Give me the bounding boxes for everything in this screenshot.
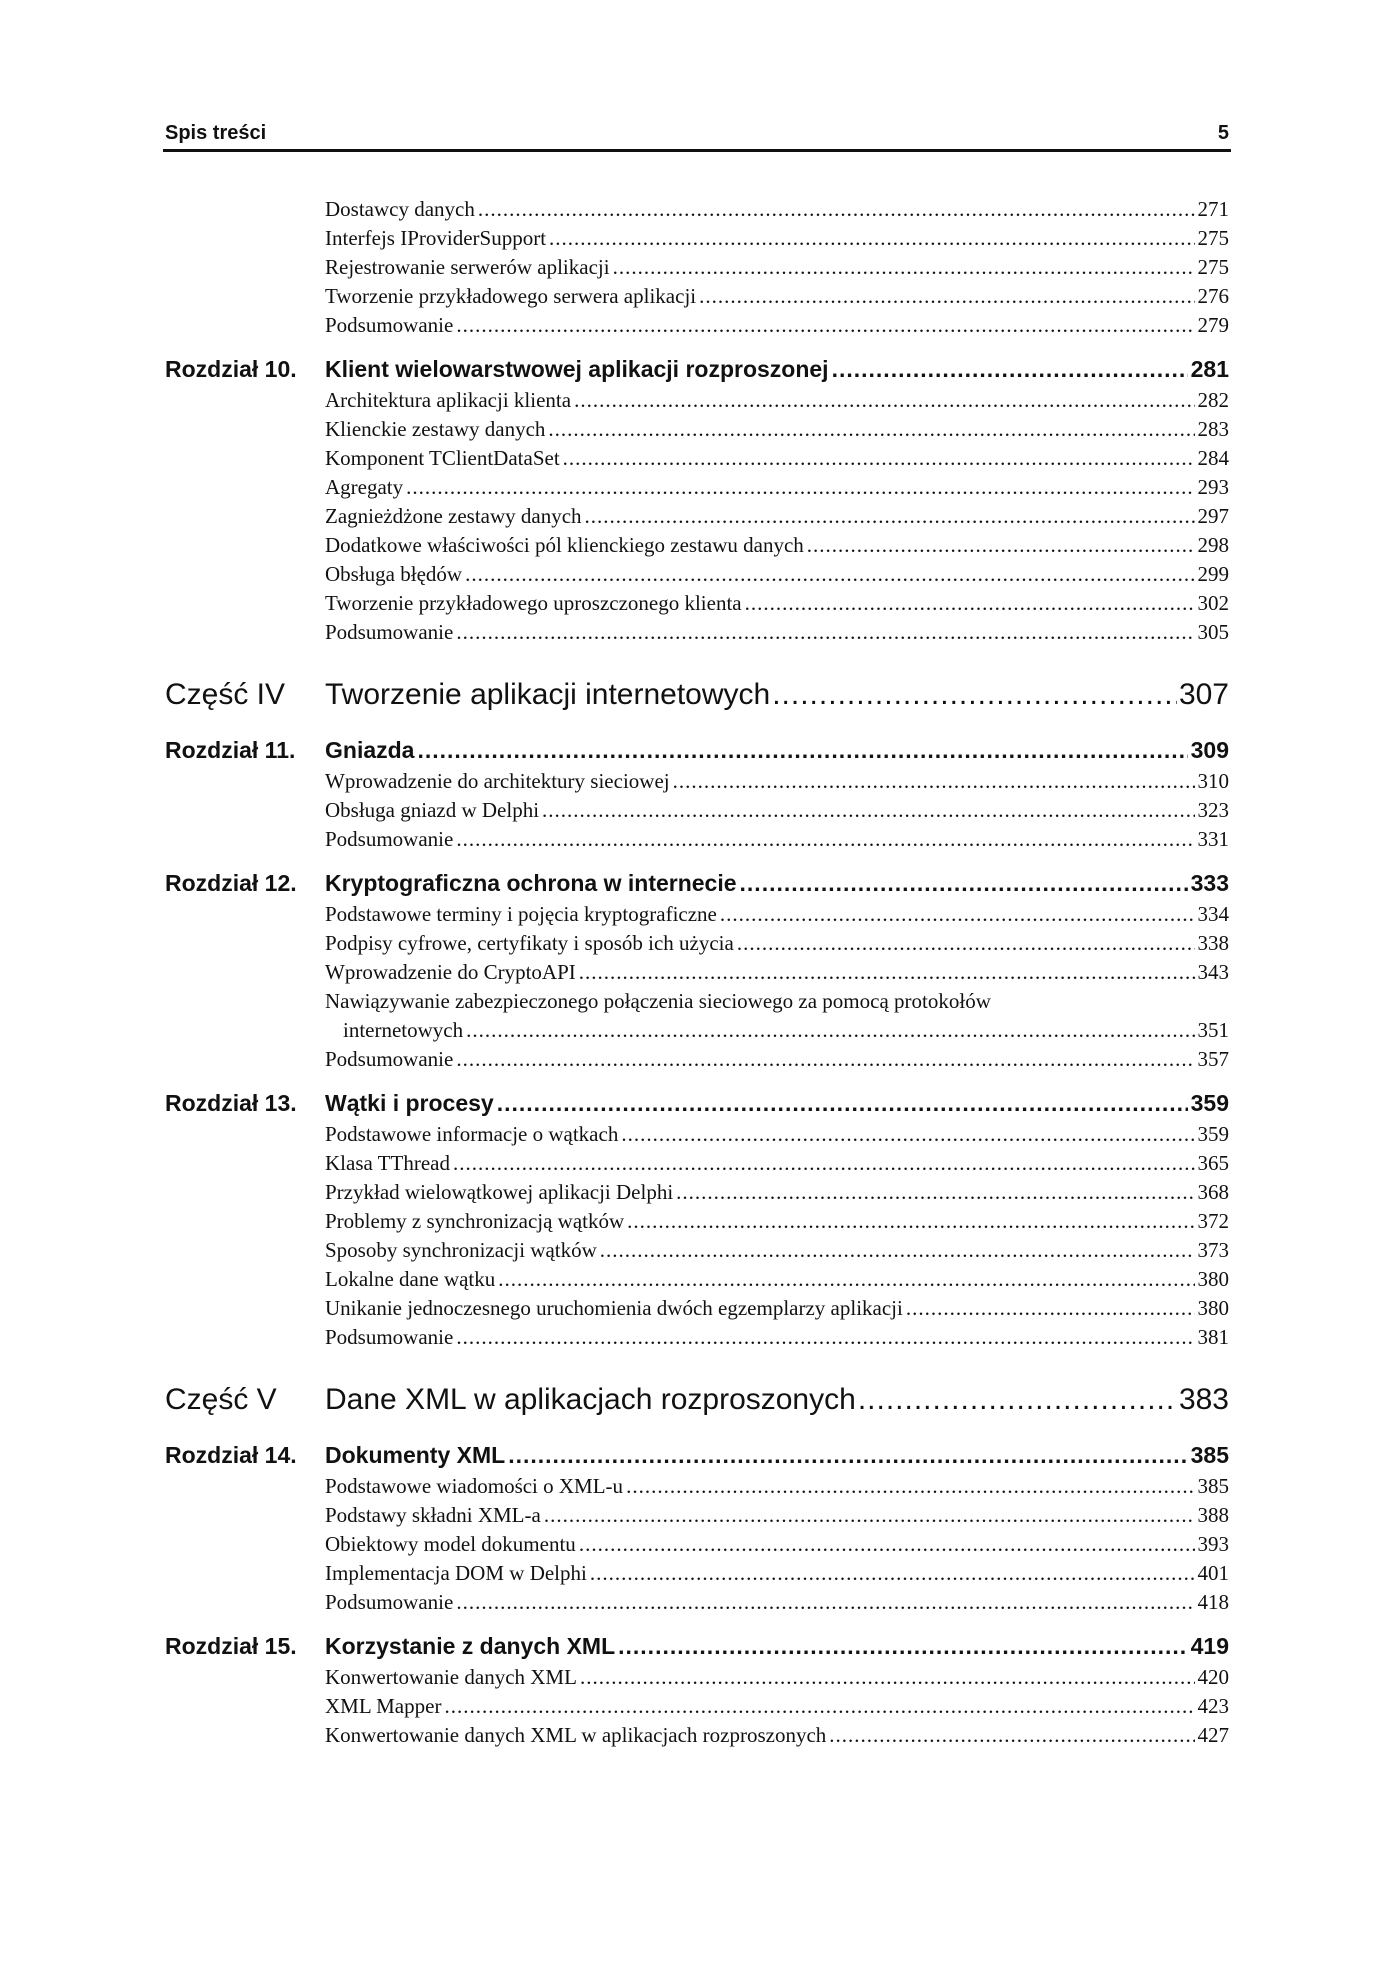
toc-entry-title: Dostawcy danych	[325, 197, 475, 221]
toc-entry	[325, 767, 1229, 796]
header-title: Spis treści	[165, 122, 267, 144]
chapter-heading	[165, 734, 1229, 767]
toc-entry-page: 338	[1197, 931, 1229, 955]
toc-entry-title: Dodatkowe właściwości pól klienckiego zestawu danych	[325, 533, 804, 557]
toc-entry-page: 331	[1197, 827, 1229, 851]
toc-entry-page: 279	[1197, 313, 1229, 337]
chapter-title: Korzystanie z danych XML	[325, 1633, 616, 1659]
dot-leader	[740, 867, 1188, 900]
dot-leader	[465, 560, 1194, 589]
dot-leader	[549, 224, 1194, 253]
toc-entry	[325, 1323, 1229, 1352]
toc-entry	[325, 1236, 1229, 1265]
toc-entry-page: 293	[1197, 475, 1229, 499]
chapter-title: Klient wielowarstwowej aplikacji rozproszonej	[325, 356, 829, 382]
toc-entry-page: 323	[1197, 798, 1229, 822]
dot-leader	[673, 767, 1195, 796]
toc-entry-page: 427	[1197, 1723, 1229, 1747]
toc-entry-page: 271	[1197, 197, 1229, 221]
part-label: Część IV	[165, 678, 286, 711]
dot-leader	[574, 386, 1194, 415]
part-title: Dane XML w aplikacjach rozproszonych	[325, 1383, 856, 1416]
toc-entry	[325, 1149, 1229, 1178]
toc-entry	[325, 1559, 1229, 1588]
chapter-label: Rozdział 13.	[165, 1090, 297, 1116]
chapter-page: 309	[1190, 737, 1229, 763]
chapter-page: 385	[1190, 1442, 1229, 1468]
dot-leader	[544, 1501, 1195, 1530]
toc-entry	[325, 253, 1229, 282]
toc-entry-title: Przykład wielowątkowej aplikacji Delphi	[325, 1180, 674, 1204]
dot-leader	[498, 1265, 1194, 1294]
toc-entry-page: 343	[1197, 960, 1229, 984]
toc-entry-title: Obsługa gniazd w Delphi	[325, 798, 540, 822]
table-of-contents	[165, 195, 1229, 1750]
dot-leader	[832, 353, 1188, 386]
dot-leader	[613, 253, 1195, 282]
toc-entry-page: 380	[1197, 1296, 1229, 1320]
toc-entry-title: Sposoby synchronizacji wątków	[325, 1238, 597, 1262]
toc-entry-title: Podsumowanie	[325, 1047, 454, 1071]
toc-entry-page: 310	[1197, 769, 1229, 793]
running-header	[165, 118, 1229, 152]
dot-leader	[807, 531, 1195, 560]
dot-leader	[456, 1323, 1194, 1352]
toc-entry	[325, 1120, 1229, 1149]
dot-leader	[626, 1472, 1194, 1501]
dot-leader	[621, 1120, 1194, 1149]
dot-leader	[456, 1588, 1194, 1617]
toc-entry-title: Podsumowanie	[325, 620, 454, 644]
toc-entry	[325, 1692, 1229, 1721]
dot-leader	[456, 618, 1194, 647]
dot-leader	[737, 929, 1195, 958]
toc-entry	[325, 1530, 1229, 1559]
part-page: 307	[1178, 678, 1229, 711]
chapter-heading	[165, 867, 1229, 900]
toc-entry	[325, 929, 1229, 958]
dot-leader	[542, 796, 1194, 825]
chapter-title: Dokumenty XML	[325, 1442, 506, 1468]
toc-entry-title: Obiektowy model dokumentu	[325, 1532, 576, 1556]
toc-entry	[325, 1501, 1229, 1530]
dot-leader	[497, 1087, 1188, 1120]
toc-entry	[325, 1265, 1229, 1294]
toc-entry-title: Zagnieżdżone zestawy danych	[325, 504, 582, 528]
toc-entry	[325, 560, 1229, 589]
toc-entry	[325, 618, 1229, 647]
toc-entry	[325, 195, 1229, 224]
dot-leader	[548, 415, 1194, 444]
toc-entry-page: 275	[1197, 226, 1229, 250]
chapter-heading	[165, 353, 1229, 386]
toc-entry-title: Rejestrowanie serwerów aplikacji	[325, 255, 610, 279]
dot-leader	[600, 1236, 1195, 1265]
toc-entry-page: 284	[1197, 446, 1229, 470]
dot-leader	[627, 1207, 1194, 1236]
chapter-label: Rozdział 11.	[165, 737, 296, 763]
toc-entry-page: 385	[1197, 1474, 1229, 1498]
part-heading	[165, 673, 1229, 717]
toc-entry-page: 275	[1197, 255, 1229, 279]
chapter-label: Rozdział 15.	[165, 1633, 297, 1659]
part-label: Część V	[165, 1383, 277, 1416]
dot-leader	[417, 734, 1187, 767]
toc-entry	[325, 1472, 1229, 1501]
chapter-page: 281	[1190, 356, 1229, 382]
chapter-label: Rozdział 14.	[165, 1442, 297, 1468]
toc-entry-page: 334	[1197, 902, 1229, 926]
dot-leader	[858, 1378, 1177, 1422]
dot-leader	[580, 1663, 1195, 1692]
toc-entry-title: Problemy z synchronizacją wątków	[325, 1209, 625, 1233]
dot-leader	[590, 1559, 1195, 1588]
toc-entry-page: 302	[1197, 591, 1229, 615]
toc-entry	[325, 589, 1229, 618]
toc-entry	[325, 282, 1229, 311]
toc-entry	[325, 531, 1229, 560]
toc-entry	[325, 224, 1229, 253]
toc-entry-page: 297	[1197, 504, 1229, 528]
dot-leader	[906, 1294, 1195, 1323]
toc-entry-title: Podstawowe wiadomości o XML-u	[325, 1474, 624, 1498]
toc-entry-page: 393	[1197, 1532, 1229, 1556]
toc-entry	[325, 958, 1229, 987]
toc-entry-title: Podsumowanie	[325, 1325, 454, 1349]
chapter-page: 359	[1190, 1090, 1229, 1116]
dot-leader	[456, 311, 1194, 340]
toc-entry	[325, 473, 1229, 502]
chapter-heading	[165, 1439, 1229, 1472]
toc-entry-wrapped-line: Nawiązywanie zabezpieczonego połączenia sieciowego za pomocą protokołów	[325, 989, 991, 1013]
dot-leader	[456, 825, 1194, 854]
toc-entry-title: Podsumowanie	[325, 1590, 454, 1614]
toc-entry-title: Konwertowanie danych XML w aplikacjach rozproszonych	[325, 1723, 827, 1747]
toc-entry-title: Lokalne dane wątku	[325, 1267, 496, 1291]
toc-entry-page: 368	[1197, 1180, 1229, 1204]
dot-leader	[699, 282, 1194, 311]
toc-entry	[343, 1016, 1229, 1045]
toc-entry-title: Komponent TClientDataSet	[325, 446, 560, 470]
dot-leader	[829, 1721, 1194, 1750]
toc-entry-title: Agregaty	[325, 475, 404, 499]
toc-entry	[325, 386, 1229, 415]
toc-entry-title: Podstawowe informacje o wątkach	[325, 1122, 619, 1146]
toc-entry	[325, 1721, 1229, 1750]
toc-entry-page: 359	[1197, 1122, 1229, 1146]
part-heading	[165, 1378, 1229, 1422]
toc-entry-page: 351	[1197, 1018, 1229, 1042]
toc-entry-page: 380	[1197, 1267, 1229, 1291]
chapter-label: Rozdział 10.	[165, 356, 297, 382]
toc-entry-page: 365	[1197, 1151, 1229, 1175]
dot-leader	[676, 1178, 1194, 1207]
dot-leader	[478, 195, 1195, 224]
dot-leader	[453, 1149, 1195, 1178]
toc-entry	[325, 415, 1229, 444]
toc-entry-page: 381	[1197, 1325, 1229, 1349]
toc-entry-page: 373	[1197, 1238, 1229, 1262]
toc-entry	[325, 502, 1229, 531]
dot-leader	[772, 673, 1177, 717]
toc-entry-title: Unikanie jednoczesnego uruchomienia dwóch egzemplarzy aplikacji	[325, 1296, 903, 1320]
dot-leader	[456, 1045, 1194, 1074]
toc-entry-title: Wprowadzenie do CryptoAPI	[325, 960, 576, 984]
toc-entry	[325, 444, 1229, 473]
dot-leader	[585, 502, 1195, 531]
dot-leader	[579, 958, 1195, 987]
toc-entry	[325, 900, 1229, 929]
dot-leader	[720, 900, 1195, 929]
chapter-page: 333	[1190, 870, 1229, 896]
toc-entry-title: Podsumowanie	[325, 827, 454, 851]
dot-leader	[508, 1439, 1187, 1472]
toc-entry-page: 418	[1197, 1590, 1229, 1614]
toc-entry-title: Tworzenie przykładowego serwera aplikacji	[325, 284, 697, 308]
header-page-number: 5	[1217, 122, 1229, 144]
toc-entry-page: 420	[1197, 1665, 1229, 1689]
toc-entry-title: Architektura aplikacji klienta	[325, 388, 572, 412]
toc-entry-title: Wprowadzenie do architektury sieciowej	[325, 769, 670, 793]
toc-entry-title: Podpisy cyfrowe, certyfikaty i sposób ich użycia	[325, 931, 734, 955]
dot-leader	[579, 1530, 1195, 1559]
dot-leader	[444, 1692, 1194, 1721]
toc-entry-page: 423	[1197, 1694, 1229, 1718]
toc-entry	[325, 1045, 1229, 1074]
toc-entry-page: 283	[1197, 417, 1229, 441]
part-page: 383	[1178, 1383, 1229, 1416]
chapter-title: Gniazda	[325, 737, 415, 763]
chapter-title: Kryptograficzna ochrona w internecie	[325, 870, 737, 896]
toc-entry-title: Obsługa błędów	[325, 562, 463, 586]
toc-entry-page: 276	[1197, 284, 1229, 308]
dot-leader	[466, 1016, 1194, 1045]
toc-entry-page: 372	[1197, 1209, 1229, 1233]
dot-leader	[406, 473, 1194, 502]
toc-entry-page: 305	[1197, 620, 1229, 644]
toc-entry	[325, 1178, 1229, 1207]
toc-entry	[325, 1588, 1229, 1617]
toc-entry-title: Podstawowe terminy i pojęcia kryptograficzne	[325, 902, 717, 926]
toc-entry-title: Podsumowanie	[325, 313, 454, 337]
toc-entry-page: 388	[1197, 1503, 1229, 1527]
toc-entry-page: 282	[1197, 388, 1229, 412]
toc-entry-page: 298	[1197, 533, 1229, 557]
toc-entry-title: Konwertowanie danych XML	[325, 1665, 577, 1689]
toc-entry-title: Implementacja DOM w Delphi	[325, 1561, 587, 1585]
toc-entry-page: 401	[1197, 1561, 1229, 1585]
dot-leader	[618, 1630, 1188, 1663]
toc-entry	[325, 796, 1229, 825]
toc-entry	[325, 1663, 1229, 1692]
toc-entry	[325, 311, 1229, 340]
chapter-label: Rozdział 12.	[165, 870, 297, 896]
toc-entry-page: 357	[1197, 1047, 1229, 1071]
chapter-heading	[165, 1630, 1229, 1663]
toc-entry-page: 299	[1197, 562, 1229, 586]
toc-entry	[325, 1294, 1229, 1323]
header-rule	[163, 149, 1231, 152]
toc-entry	[325, 825, 1229, 854]
part-title: Tworzenie aplikacji internetowych	[325, 678, 771, 711]
toc-entry-title: Klienckie zestawy danych	[325, 417, 546, 441]
toc-entry-title: Podstawy składni XML-a	[325, 1503, 541, 1527]
chapter-heading	[165, 1087, 1229, 1120]
dot-leader	[745, 589, 1195, 618]
toc-entry-title: Tworzenie przykładowego uproszczonego klienta	[325, 591, 742, 615]
toc-entry-title: XML Mapper	[325, 1694, 442, 1718]
chapter-title: Wątki i procesy	[325, 1090, 494, 1116]
dot-leader	[563, 444, 1195, 473]
toc-entry-title: Interfejs IProviderSupport	[325, 226, 547, 250]
toc-entry	[325, 1207, 1229, 1236]
toc-entry-title: internetowych	[343, 1018, 464, 1042]
toc-entry-title: Klasa TThread	[325, 1151, 450, 1175]
chapter-page: 419	[1190, 1633, 1229, 1659]
